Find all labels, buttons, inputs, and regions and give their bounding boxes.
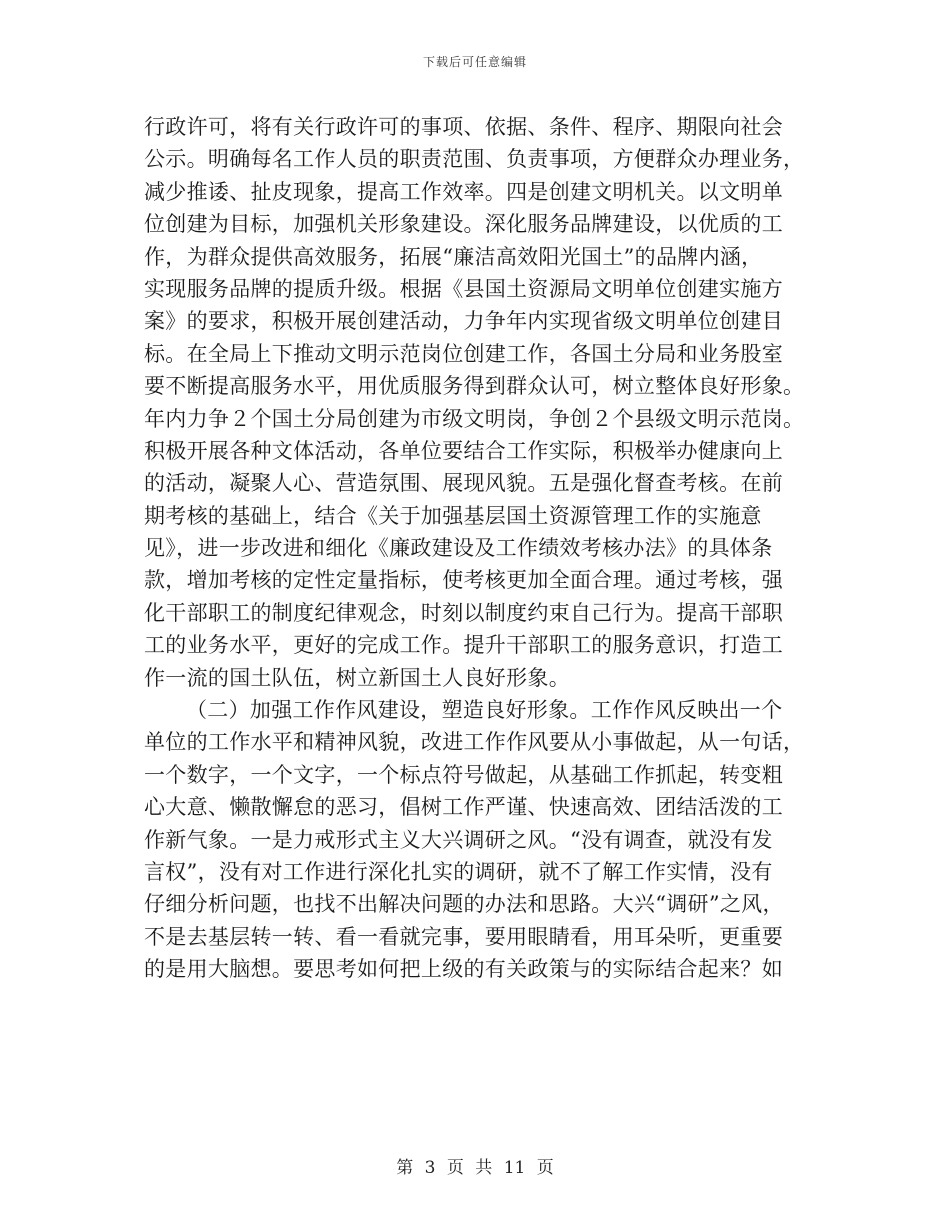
text-line: 工的业务水平，更好的完成工作。提升干部职工的服务意识，打造工: [144, 633, 783, 658]
text-line: 行政许可，将有关行政许可的事项、依据、条件、程序、期限向社会: [144, 115, 783, 139]
page-header: 下载后可任意编辑: [422, 55, 527, 69]
text-line: 要不断提高服务水平，用优质服务得到群众认可，树立整体良好形象。: [144, 374, 805, 399]
text-line: 一个数字，一个文字，一个标点符号做起，从基础工作抓起，转变粗: [144, 762, 783, 787]
text-line: 款，增加考核的定性定量指标，使考核更加全面合理。通过考核，强: [144, 568, 783, 593]
text-line: 见》，进一步改进和细化《廉政建设及工作绩效考核办法》的具体条: [144, 536, 773, 561]
text-line: 期考核的基础上，结合《关于加强基层国土资源管理工作的实施意: [144, 503, 762, 528]
text-line: 公示。明确每名工作人员的职责范围、负责事项，方便群众办理业务，: [144, 147, 805, 172]
paragraph-start-line: （二）加强工作作风建设，塑造良好形象。工作作风反映出一个: [186, 698, 783, 723]
text-line: 仔细分析问题，也找不出解决问题的办法和思路。大兴“调研”之风，: [144, 892, 784, 917]
text-line: 减少推诿、扯皮现象，提高工作效率。四是创建文明机关。以文明单: [144, 179, 783, 204]
text-line: 的活动，凝聚人心、营造氛围、展现风貌。五是强化督查考核。在前: [144, 471, 783, 496]
page-number-footer: 第 3 页 共 11 页: [396, 1158, 554, 1178]
text-line: 案》的要求，积极开展创建活动，力争年内实现省级文明单位创建目: [144, 309, 783, 334]
body-text: [144, 111, 808, 986]
text-line: 标。在全局上下推动文明示范岗位创建工作，各国土分局和业务股室: [144, 341, 783, 366]
text-line: 心大意、懒散懈怠的恶习，倡树工作严谨、快速高效、团结活泼的工: [144, 795, 783, 820]
text-line: 积极开展各种文体活动，各单位要结合工作实际，积极举办健康向上: [144, 438, 783, 463]
text-line: 作新气象。一是力戒形式主义大兴调研之风。“没有调查，就没有发: [144, 827, 773, 852]
text-line: 化干部职工的制度纪律观念，时刻以制度约束自己行为。提高干部职: [144, 600, 783, 625]
text-line: 作一流的国土队伍，树立新国土人良好形象。: [144, 665, 570, 690]
text-line: 作，为群众提供高效服务，拓展“廉洁高效阳光国土”的品牌内涵，: [144, 244, 763, 269]
text-line: 单位的工作水平和精神风貌，改进工作作风要从小事做起，从一句话，: [144, 730, 805, 755]
text-line: 的是用大脑想。要思考如何把上级的有关政策与的实际结合起来？如: [144, 957, 783, 982]
text-line: 年内力争２个国土分局创建为市级文明岗，争创２个县级文明示范岗。: [144, 406, 805, 431]
text-line: 言权”，没有对工作进行深化扎实的调研，就不了解工作实情，没有: [144, 859, 773, 884]
text-line: 实现服务品牌的提质升级。根据《县国土资源局文明单位创建实施方: [144, 276, 783, 301]
text-line: 位创建为目标，加强机关形象建设。深化服务品牌建设，以优质的工: [144, 212, 783, 237]
text-line: 不是去基层转一转、看一看就完事，要用眼睛看，用耳朵听，更重要: [144, 924, 783, 949]
